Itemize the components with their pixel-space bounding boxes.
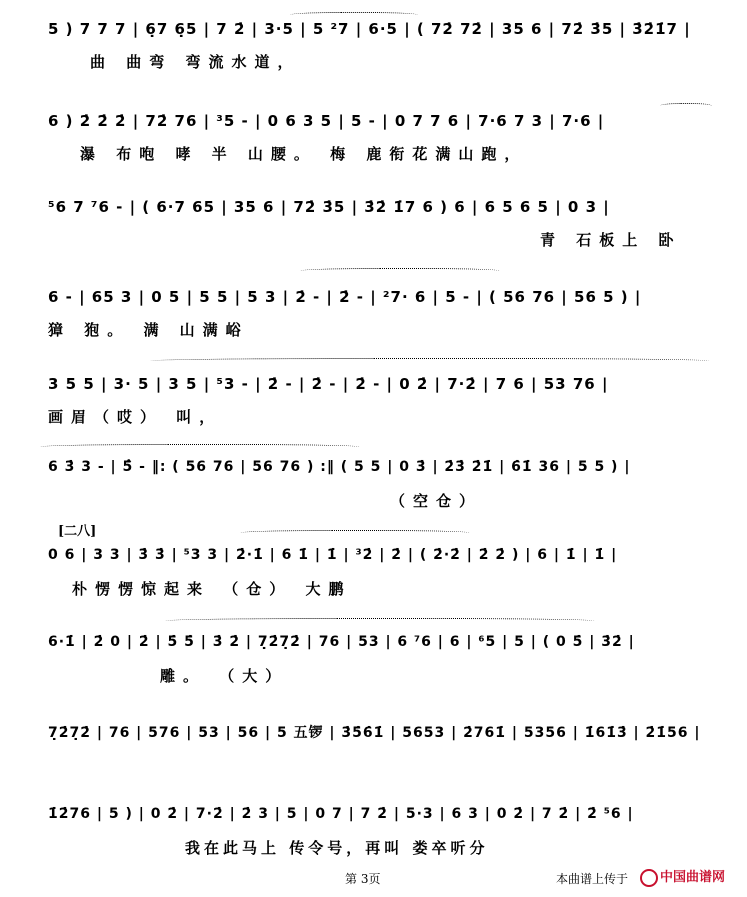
logo-icon — [640, 869, 658, 887]
upload-note: 本曲谱上传于 — [556, 872, 629, 886]
notation-row: 6 3̇ 3 - | 5̂ - ‖: ( 56 76 | 56 76 ) :‖ ( 5 5 | 0 3̇ | 2̇3̇ 2̇1̇ | 6̇1̇ 36 | 5 5 ) | — [48, 459, 631, 475]
notation-row: 6 - | 65 3 | 0 5 | 5 5 | 5 3 | 2̇ - | 2̇ - | ²7· 6 | 5 - | ( 56 76 | 56 5 ) | — [48, 288, 642, 306]
notation-row: 3 5 5 | 3· 5 | 3 5 | ⁵3 - | 2̇ - | 2̇ - | 2̇ - | 0 2̇ | 7·2̇ | 7 6 | 53 76 | — [48, 375, 609, 393]
notation-row: 6 ) 2̇ 2̇ 2̇ | 72̇ 76 | ³5 - | 0 6 3 5 | 5 - | 0 7 7 6 | 7·6 7 3 | 7·6 | — [48, 112, 605, 130]
slur-mark — [240, 530, 470, 537]
lyrics-row: 獐 狍。 满 山满峪 — [48, 321, 249, 339]
site-logo — [640, 866, 725, 887]
slur-mark — [290, 12, 418, 19]
section-marker: [二八] — [58, 524, 97, 539]
slur-mark — [660, 103, 712, 110]
lyrics-row: 朴愣愣惊起来 （仓） 大鹏 — [72, 580, 352, 598]
slur-mark — [40, 444, 360, 451]
lyrics-row: 瀑 布咆 哮 半 山腰。 梅 鹿衔花满山跑， — [80, 145, 528, 163]
notation-row: 7̣2̇7̣2̇ | 76 | 576 | 53 | 56 | 5 五锣 | 3̇5̇6̇1̇ | 5653 | 2̇761̇ | 5356 | 1̇61̇3̇ | 2̇1̇56 | — [48, 725, 701, 741]
lyrics-row: （空仓） — [390, 492, 483, 510]
notation-row: 5 ) 7 7 7 | 6̣7 6̣5 | 7 2̇ | 3·5 | 5 ²7 | 6·5 | ( 72̇ 72̇ | 35 6 | 72̇ 3̇5 | 3̇2̇1̇7 | — [48, 20, 691, 38]
notation-row: 0 6 | 3 3 | 3̇ 3̇ | ⁵3 3 | 2̇·1̇ | 6 1̇ | 1̇ | ³2̇ | 2̇ | ( 2̇·2̇ | 2̇ 2̇ ) | 6 | 1̇ | 1̇ | — [48, 547, 618, 563]
lyrics-row: 画眉（哎） 叫， — [48, 408, 223, 426]
logo-text: 中国曲谱网 — [660, 870, 726, 885]
notation-row: 6·1̇ | 2̇ 0 | 2̇ | 5̇ 5̇ | 3̇ 2̇ | 7̣2̇7̣2̇ | 76 | 53 | 6 ⁷6 | 6 | ⁶5 | 5 | ( 0 5̇ | 3̇2̇ | — [48, 634, 635, 650]
lyrics-row: 我在此马上 传令号，再叫 娄卒听分 — [185, 839, 489, 857]
notation-row: ⁵6 7 ⁷6 - | ( 6·7 65 | 35 6 | 72̇ 3̇5 | 3̇2̇ 1̇7 6 ) 6 | 6 5 6 5 | 0 3 | — [48, 198, 610, 216]
slur-mark — [150, 358, 710, 365]
slur-mark — [165, 618, 595, 625]
notation-row: 1̇2̇76 | 5 ) | 0 2̇ | 7·2̇ | 2̇ 3 | 5 | 0 7 | 7 2̇ | 5·3 | 6 3 | 0 2̇ | 7 2̇ | 2̇ ⁵6 | — [48, 806, 634, 822]
lyrics-row: 雕。 （大） — [160, 667, 289, 685]
lyrics-row: 青 石板上 卧 — [540, 231, 682, 249]
page-number: 第 3页 — [345, 872, 381, 886]
lyrics-row: 曲 曲弯 弯流水道， — [90, 53, 301, 71]
slur-mark — [300, 268, 500, 275]
